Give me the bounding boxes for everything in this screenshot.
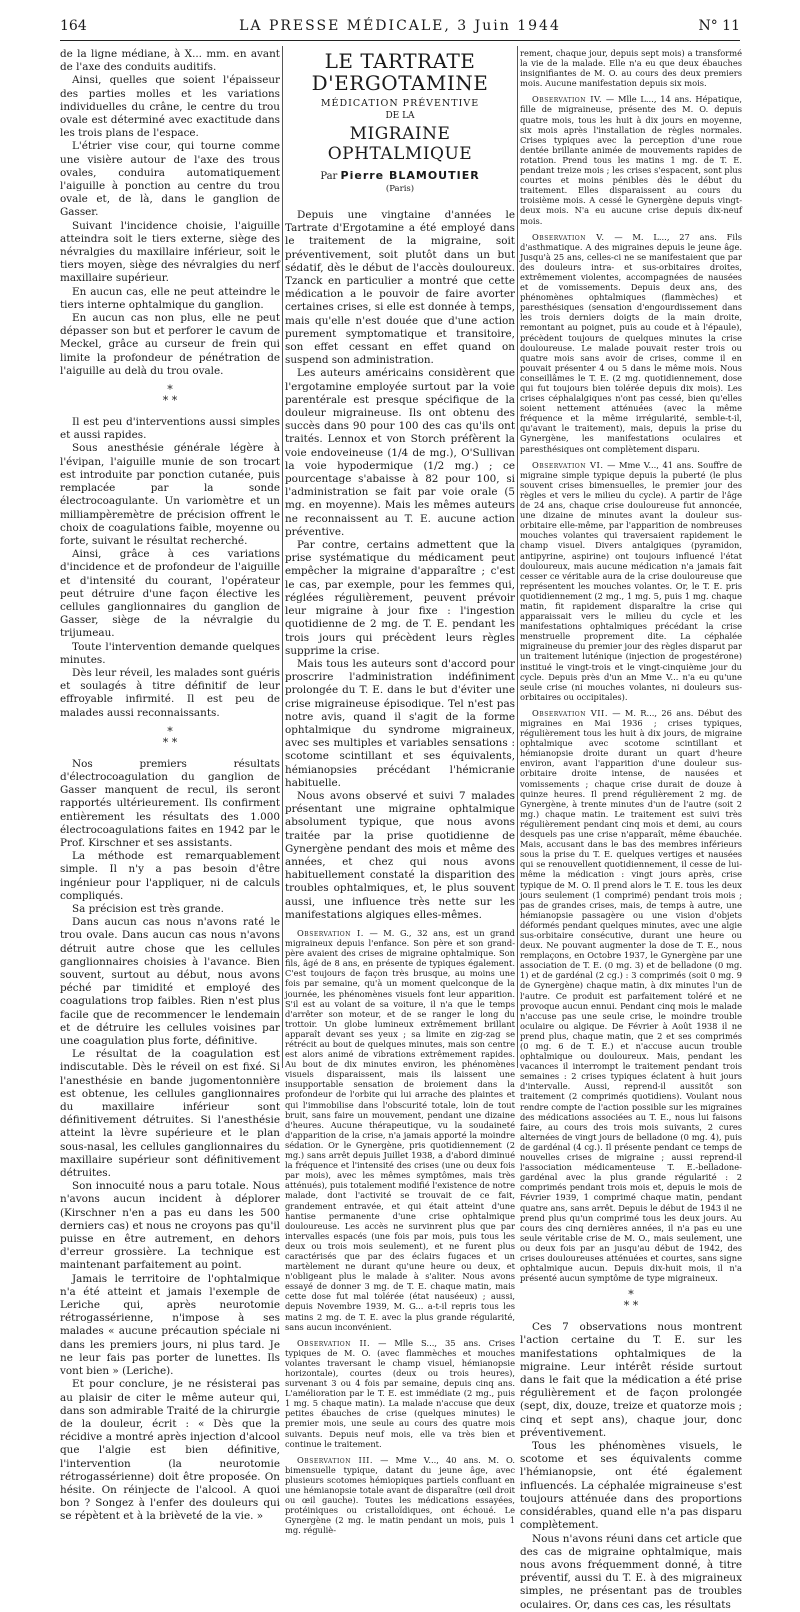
paragraph: Ainsi, quelles que soient l'épaisseur des parties molles et les variations individuelles du crâne, le centre du trou ovale est déterminé avec exactitude dans les trois plans de l'espace. [60,74,280,140]
paragraph: Et pour conclure, je ne résisterai pas au plaisir de citer le même auteur qui, dans son admirable Traité de la chirurgie de la douleur, écrit : « Dès que la récidive a montré après injection d'alcool que l'algie est bien définitive, l'intervention (la neurotomie rétrogassérienne) doit être proposée. On hésite. On réinjecte de l'alcool. A quoi bon ? Songez à l'enfer des douleurs qui se répètent et à la brièveté de la vie. » [60,1378,280,1523]
issue-number: N° 11 [698,18,740,34]
paragraph: de la ligne médiane, à X... mm. en avant de l'axe des conduits auditifs. [60,48,280,74]
observation-text: — Mlle S..., 35 ans. Crises typiques de M. O. (avec flammèches et mouches volantes traversant le champ visuel, hémianopsie horizontale), courtes (deux ou trois heures), survenant 3 ou 4 fois par semaine, depuis cinq ans. L'amélioration par le T. E. est immédiate (2 mg., puis 1 mg. 5 chaque matin). La malade n'accuse que deux petites ébauches de crise (quelques minutes) le premier mois, une seule au cours des quatre mois suivants. Depuis neuf mois, elle va très bien et continue le traitement. [285,1337,515,1449]
observation-heading: Observation I. [297,927,364,938]
paragraph: Jamais le territoire de l'ophtalmique n'a été atteint et jamais l'exemple de Leriche qui, après neurotomie rétrogassérienne, n'impose à ses malades « aucune précaution spéciale ni dans les premiers jours, ni plus tard. Je ne leur fais pas porter de lunettes. Ils vont bien » (Leriche). [60,1272,280,1378]
paragraph: Le résultat de la coagulation est indiscutable. Dès le réveil on est fixé. Si l'anesthésie en bande jugomentonnière est obtenue, les cellules ganglionnaires du maxillaire inférieur sont définitivement détruites. Si l'anesthésie atteint la lèvre supérieure et le plan sous-nasal, les cellules ganglionnaires du maxillaire supérieur sont définitivement détruites. [60,1048,280,1180]
observation-heading: Observation VII. [532,707,608,718]
journal-title: LA PRESSE MÉDICALE, 3 Juin 1944 [239,18,561,34]
asterism: * * * [162,724,178,749]
observation [285,1338,515,1449]
paragraph: Dès leur réveil, les malades sont guéris et soulagés à titre définitif de leur effroyable infirmité. Il est peu de malades aussi reconnaissants. [60,666,280,719]
paragraph: Il est peu d'interventions aussi simples et aussi rapides. [60,416,280,442]
paragraph: Dans aucun cas nous n'avons raté le trou ovale. Dans aucun cas nous n'avons détruit autre chose que les cellules ganglionnaires choisies à l'avance. Bien souvent, surtout au début, nous avons péché par timidité et employé des coagulations trop faibles. Rien n'est plus facile que de recommencer le lendemain et de détruire les cellules voisines par une coagulation plus forte, définitive. [60,916,280,1048]
article-title-secondary: MIGRAINE OPHTALMIQUE [327,124,473,164]
paragraph: Nos premiers résultats d'électrocoagulation du ganglion de Gasser manquent de recul, ils seront rapportés ultérieurement. Ils confirment entièrement les résultats des 1.000 électrocoagulations faites en 1942 par le Prof. Kirschner et ses assistants. [60,757,280,849]
page-number: 164 [60,18,87,34]
paragraph: Ces 7 observations nous montrent l'action certaine du T. E. sur les manifestations ophtalmiques de la migraine. Leur intérêt réside surtout dans le fait que la médication a été prise régulièrement et de façon prolongée (sept, dix, douze, treize et quatorze mois ; cinq et sept ans), chaque jour, donc préventivement. [520,1321,742,1439]
observation-heading: Observation III. [297,1454,374,1465]
paragraph: Nous n'avons réuni dans cet article que des cas de migraine ophtalmique, mais nous avons fréquemment donné, à titre préventif, aussi du T. E. à des migraineux simples, ne présentant pas de troubles oculaires. Or, dans ces cas, les résultats [520,1532,742,1611]
observation [520,460,742,702]
author-name: Pierre BLAMOUTIER [340,169,480,182]
observation-text: — Mme V..., 41 ans. Souffre de migraine simple typique depuis la puberté (le plus souvent crises bimensuelles, le premier jour des règles et vers le milieu du cycle). A partir de l'âge de 24 ans, chaque crise douloureuse fut annoncée, une dizaine de minutes avant la douleur sus-orbitaire elle-même, par l'apparition de nombreuses mouches volantes qui traversaient rapidement le champ visuel. Divers antalgiques (pyramidon, antipyrine, aspirine) ont toujours influencé l'état douloureux, mais aucune médication n'a jamais fait cesser ce véritable aura de la crise douloureuse que représentent les mouches volantes. Or, le T. E. pris quotidiennement (2 mg., 1 mg. 5, puis 1 mg. chaque matin, fit rapidement disparaître la crise qui apparaissait vers le milieu du cycle et les manifestations ophtalmiques précédant la crise menstruelle proprement dite. La céphalée migraineuse du premier jour des règles disparut par un traitement luténique (injection de progestérone) institué le vingt-trois et le vingt-cinquième jour du cycle. Depuis près d'un an Mme V... n'a eu qu'une seule crise (ni mouches volantes, ni douleurs sus-orbitaires ou occipitales). [520,459,742,702]
article-title: LE TARTRATE D'ERGOTAMINE [311,49,489,95]
paragraph: Les auteurs américains considèrent que l'ergotamine employée surtout par la voie parentérale est presque spécifique de la douleur migraineuse. Ils ont obtenu des succès dans 90 pour 100 des cas qu'ils ont traités. Lennox et von Storch préfèrent la voie endoveineuse (1/4 de mg.), O'Sullivan la voie hypodermique (1/2 mg.) ; ce pourcentage s'abaisse à 82 pour 100, si l'administration se fait par voie orale (5 mg. en moyenne). Mais les mêmes auteurs ne reconnaissent au T. E. aucune action préventive. [285,367,515,538]
observation-heading: Observation VI. [532,459,604,470]
column-divider [282,46,283,1068]
observation [285,928,515,1332]
observation-heading: Observation IV. [532,94,603,105]
observation [520,708,742,1283]
paragraph: Suivant l'incidence choisie, l'aiguille atteindra soit le tiers externe, siège des névralgies du maxillaire inférieur, soit le tiers moyen, siège des névralgies du nerf maxillaire supérieur. [60,219,280,285]
byline [285,170,515,183]
paragraph: Depuis une vingtaine d'années le Tartrate d'Ergotamine a été employé dans le traitement de la migraine, soit préventivement, soit plutôt dans un but sédatif, dès le début de l'accès douloureux. Tzanck en particulier a montré que cette médication a le pouvoir de faire avorter certaines crises, si elle est donnée à temps, mais qu'elle n'est douée que d'une action purement symptomatique et transitoire, son effet cessant en effet quand on suspend son administration. [285,209,515,367]
paragraph: Toute l'intervention demande quelques minutes. [60,640,280,666]
column-right [520,48,743,1611]
observation-text: — M. G., 32 ans, est un grand migraineux depuis l'enfance. Son père et son grand-père avaient des crises de migraine ophtalmique. Son fils, âgé de 8 ans, en présente de typiques également. C'est toujours de façon très brusque, au moins une fois par semaine, qu'à un moment quelconque de la journée, les phénomènes visuels font leur apparition. S'il est au volant de sa voiture, il n'a que le temps d'arrêter son moteur, et de se ranger le long du trottoir. Un globe lumineux extrêmement brillant apparaît devant ses yeux ; sa limite en zig-zag se rétrécit au bout de quelques minutes, mais son centre est alors animé de vibrations extrêmement rapides. Au bout de dix minutes environ, les phénomènes visuels disparaissent, mais ils laissent une insupportable sensation de broiement dans la profondeur de l'orbite qui lui arrache des plaintes et qui l'immobilise dans l'obscurité totale, loin de tout bruit, sans faire un mouvement, pendant une dizaine d'heures. Aucune thérapeutique, vu la soudaineté d'apparition de la crise, n'a jamais apporté la moindre sédation. Or le Gynergène, pris quotidiennement (2 mg.) sans arrêt depuis Juillet 1938, a d'abord diminué la fréquence et l'intensité des crises (une ou deux fois par mois), avec les mêmes symptômes, mais très atténués), puis totalement modifié l'existence de notre malade, dont l'activité se trouvait de ce fait, grandement entravée, et qui était atteint d'une hantise permanente d'une crise ophtalmique douloureuse. Les accès ne survinrent plus que par intervalles espacés (une fois par mois, puis tous les deux ou trois mois seulement), et ne furent plus caractérisés que par des éclairs fugaces et un martèlement ne durant qu'une heure ou deux, et n'obligeant plus le malade à s'aliter. Nous avons essayé de donner 3 mg. de T. E. chaque matin, mais cette dose fut mal tolérée (état nauséeux) ; aussi, depuis Novembre 1939, M. G... a-t-il repris tous les matins 2 mg. de T. E. avec la plus grande régularité, sans aucun inconvénient. [285,927,515,1332]
observation-heading: Observation V. [532,231,605,242]
paragraph: Tous les phénomènes visuels, le scotome et ses équivalents comme l'hémianopsie, ont été également influencés. La céphalée migraineuse s'est toujours atténuée dans des proportions considérables, quand elle n'a pas disparu complètement. [520,1440,742,1532]
observation-continued: rement, chaque jour, depuis sept mois) a transformé la vie de la malade. Elle n'a eu que deux ébauches insignifiantes de M. O. au cours des deux premiers mois. Aucune manifestation depuis six mois. [520,48,742,89]
paragraph: Nous avons observé et suivi 7 malades présentant une migraine ophtalmique absolument typique, que nous avons traitée par la prise quotidienne de Gynergène pendant des mois et même des années, et chez qui nous avons habituellement constaté la disparition des troubles ophtalmiques, et, le plus souvent aussi, une influence très nette sur les manifestations algiques elles-mêmes. [285,789,515,921]
observation-text: — Mme V..., 40 ans. M. O. bimensuelle typique, datant du jeune âge, avec plusieurs scotomes hémiopiques partiels confluant en une hémianopsie totale avant de disparaître (œil droit ou œil gauche). Toutes les médications essayées, protéiniques ou cristalloïdiques, ont échoué. Le Gynergène (2 mg. le matin pendant un mois, puis 1 mg. réguliè- [285,1454,515,1536]
observation [285,1455,515,1536]
asterism: * * * [623,1288,639,1313]
paragraph: En aucun cas, elle ne peut atteindre le tiers interne ophtalmique du ganglion. [60,285,280,311]
observation-text: — Mlle L..., 14 ans. Hépatique, fille de migraineuse, présente des M. O. depuis quatre mois, tous les huit à dix jours en moyenne, six mois après l'installation de règles normales. Crises typiques avec la perception d'une roue dentée brillante animée de mouvements rapides de rotation. Prend tous les matins 1 mg. de T. E. pendant treize mois ; les crises s'espacent, sont plus courtes et moins pénibles dès le début du traitement. Elles disparaissent au cours du troisième mois. A cessé le Gynergène depuis vingt-deux mois. N'a eu aucune crise depuis dix-neuf mois. [520,94,743,226]
asterism: * * * [162,383,178,408]
paragraph: Par contre, certains admettent que la prise systématique du médicament peut empêcher la migraine d'apparaître ; c'est le cas, par exemple, pour les femmes qui, réglées régulièrement, peuvent prévoir leur migraine à jour fixe : l'ingestion quotidienne de 2 mg. de T. E. pendant les trois jours qui précèdent leurs règles supprime la crise. [285,539,515,657]
paragraph: Son innocuité nous a paru totale. Nous n'avons aucun incident à déplorer (Kirschner n'en a pas eu dans les 500 derniers cas) et nous ne croyons pas qu'il puisse en être autrement, en dehors d'erreur grossière. La technique est maintenant parfaitement au point. [60,1180,280,1272]
observation-text: — M. L..., 27 ans. Fils d'asthmatique. A des migraines depuis le jeune âge. Jusqu'à 25 ans, celles-ci ne se manifestaient que par des douleurs intra- et sus-orbitaires droites, extrêmement violentes, accompagnées de nausées et de vomissements. Depuis deux ans, des phénomènes ophtalmiques (flammèches) et paresthésiques (sensation d'engourdissement dans les trois derniers doigts de la main droite, remontant au poignet, puis au coude et à l'épaule), précèdent toujours de quelques minutes la crise douloureuse. Le malade pouvait rester trois ou quatre mois sans avoir de crises, comme il en pouvait présenter 4 ou 5 dans le même mois. Nous conseillâmes le T. E. (2 mg. quotidiennement, dose qui fut toujours bien tolérée depuis dix mois). Les crises céphalalgiques n'ont pas cessé, bien qu'elles soient nettement atténuées (avec la même fréquence et la même irrégularité, semble-t-il, qu'avant le traitement), mais, depuis la prise du Gynergène, les manifestations oculaires et paresthésiques ont complètement disparu. [520,231,742,454]
article-subtitle: MÉDICATION PRÉVENTIVE [320,98,480,109]
byline-prefix: Par [320,171,338,182]
page-header [60,18,740,38]
paragraph: La méthode est remarquablement simple. Il n'y a pas besoin d'être ingénieur pour l'appliquer, ni de calculs compliqués. [60,850,280,902]
paragraph: L'étrier vise cour, qui tourne comme une visière autour de l'axe des trous ovales, conduira automatiquement l'aiguille à ponction au centre du trou ovale et, de là, dans le ganglion de Gasser. [60,140,280,219]
header-rule [60,40,740,41]
article-subtitle-connector: DE LA [385,111,415,121]
column-divider [517,46,518,1068]
column-middle [285,48,515,1536]
column-left [60,48,280,1523]
observation-heading: Observation II. [297,1337,371,1348]
paragraph: Sous anesthésie générale légère à l'évipan, l'aiguille munie de son trocart est introduite par ponction cutanée, puis remplacée par la sonde électrocoagulante. Un variomètre et un milliampèremètre de précision offrent le choix de coagulations faible, moyenne ou forte, suivant le résultat recherché. [60,442,280,547]
paragraph: Mais tous les auteurs sont d'accord pour proscrire l'administration indéfiniment prolongée du T. E. dans le but d'éviter une crise migraineuse épisodique. Tel n'est pas notre avis, quand il s'agit de la forme ophtalmique du syndrome migraineux, avec ses multiples et variables sensations : scotome scintillant et ses équivalents, hémianopsies précédant l'hémicranie habituelle. [285,657,515,789]
paragraph: Sa précision est très grande. [72,902,224,915]
paragraph: En aucun cas non plus, elle ne peut dépasser son but et perforer le cavum de Meckel, grâce au curseur de frein qui limite la profondeur de pénétration de l'aiguille au delà du trou ovale. [60,312,280,377]
observation-text: — M. R..., 26 ans. Début des migraines en Mai 1936 ; crises typiques, régulièrement tous les huit à dix jours, de migraine ophtalmique avec scotome scintillant et hémianopsie droite durant un quart d'heure environ, avant l'apparition d'une douleur sus-orbitaire droite intense, de nausées et vomissements ; chaque crise durait de douze à quinze heures. Il prend régulièrement 2 mg. de Gynergène, à trente minutes d'un de l'autre (soit 2 mg.) chaque matin. Le traitement est suivi très régulièrement pendant cinq mois et demi, au cours desquels pas une crise n'apparaît, même ébauchée. Mais, accusant dans le bas des membres inférieurs sous la prise du T. E. quelques vertiges et nausées qui se renouvellent quotidiennement, il cesse de lui-même la médication : vingt jours après, crise typique de M. O. Il prend alors le T. E. tous les deux jours seulement (1 comprimé) pendant trois mois ; pas de grandes crises, mais, de temps à autre, une hémianopsie passagère ou une vision d'objets déformés pendant quelques minutes, avec une algie sus-orbitaire consécutive, durant une heure ou deux. Ne pouvant augmenter la dose de T. E., nous remplaçons, en Octobre 1937, le Gynergène par une association de T. E. (0 mg. 3) et de belladone (0 mg. 1) et de gardénal (2 cg.) : 3 comprimés (soit 0 mg. 9 de Gynergène) chaque matin, à dix minutes l'un de l'autre. Ce produit est parfaitement toléré et ne provoque aucun ennui. Pendant cinq mois le malade n'accuse pas une seule crise, le moindre trouble oculaire ou algique. De Février à Août 1938 il ne prend plus, chaque matin, que 2 et ses comprimés (0 mg. 6 de T. E.) et n'accuse aucun trouble ophtalmique ou douloureux. Mais, pendant les vacances il interrompt le traitement pendant trois semaines : 2 crises typiques éclatent à huit jours d'intervalle. Aussi, reprend-il aussitôt son traitement (2 comprimés quotidiens). Voulant nous rendre compte de l'action possible sur les migraines des médications associées au T. E., nous lui faisons faire, au cours des trois mois suivants, 2 cures alternées de vingt jours de belladone (0 mg. 4), puis de gardénal (4 cg.). Il présente pendant ce temps de nouvelles crises de migraine ; aussi reprend-il l'association médicamenteuse T. E.-belladone-gardénal avec la plus grande régularité : 2 comprimés pendant trois mois et, depuis le mois de Février 1939, 1 comprimé chaque matin, pendant quatre ans, sans arrêt. Depuis le début de 1943 il ne prend plus qu'un comprimé tous les deux jours. Au cours des cinq dernières années, il n'a pas eu une seule véritable crise de M. O., mais seulement, une ou deux fois par an jusqu'au début de 1942, des crises douloureuses atténuées et courtes, sans signe ophtalmique aucun. Depuis dix-huit mois, il n'a présenté aucun symptôme de type migraineux. [520,707,742,1284]
observation [520,94,742,225]
author-affiliation: (Paris) [385,184,415,194]
observation [520,232,742,454]
paragraph: Ainsi, grâce à ces variations d'incidence et de profondeur de l'aiguille et d'intensité du courant, l'opérateur peut détruire d'une façon élective les cellules ganglionnaires du ganglion de Gasser, siège de la névralgie du trijumeau. [60,548,280,640]
